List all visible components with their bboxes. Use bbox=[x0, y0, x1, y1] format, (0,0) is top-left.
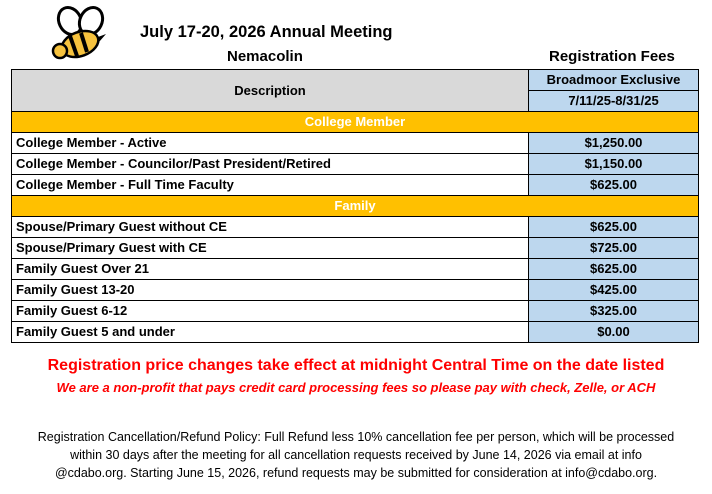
table-row bbox=[12, 154, 699, 175]
refund-policy bbox=[10, 428, 702, 482]
row-price: $0.00 bbox=[529, 322, 699, 343]
row-price: $625.00 bbox=[529, 259, 699, 280]
table-row bbox=[12, 133, 699, 154]
section-title: College Member bbox=[12, 112, 699, 133]
table-row bbox=[12, 175, 699, 196]
row-label: College Member - Full Time Faculty bbox=[12, 175, 529, 196]
section-title: Family bbox=[12, 196, 699, 217]
row-price: $625.00 bbox=[529, 217, 699, 238]
registration-fees-table bbox=[11, 69, 699, 343]
event-title: July 17-20, 2026 Annual Meeting bbox=[140, 23, 393, 41]
row-label: Spouse/Primary Guest with CE bbox=[12, 238, 529, 259]
venue-name: Nemacolin bbox=[227, 48, 303, 65]
row-label: Family Guest 6-12 bbox=[12, 301, 529, 322]
policy-line: Registration Cancellation/Refund Policy: Full Refund less 10% cancellation fee per person, which will be processed bbox=[37, 430, 675, 444]
row-price: $1,250.00 bbox=[529, 133, 699, 154]
row-price: $1,150.00 bbox=[529, 154, 699, 175]
bee-icon bbox=[40, 4, 118, 62]
policy-line: @cdabo.org. Starting June 15, 2026, refund requests may be submitted for consideration at info@cdabo.org. bbox=[54, 466, 658, 480]
table-row bbox=[12, 322, 699, 343]
row-label: Family Guest Over 21 bbox=[12, 259, 529, 280]
row-price: $325.00 bbox=[529, 301, 699, 322]
row-label: College Member - Active bbox=[12, 133, 529, 154]
row-label: College Member - Councilor/Past President/Retired bbox=[12, 154, 529, 175]
row-price: $625.00 bbox=[529, 175, 699, 196]
row-label: Family Guest 13-20 bbox=[12, 280, 529, 301]
row-price: $725.00 bbox=[529, 238, 699, 259]
section-row-college-member bbox=[12, 112, 699, 133]
table-row bbox=[12, 217, 699, 238]
column-dates: 7/11/25-8/31/25 bbox=[529, 91, 699, 112]
table-row bbox=[12, 238, 699, 259]
row-price: $425.00 bbox=[529, 280, 699, 301]
column-header: Broadmoor Exclusive bbox=[529, 70, 699, 91]
description-header: Description bbox=[12, 70, 529, 112]
row-label: Family Guest 5 and under bbox=[12, 322, 529, 343]
price-change-notice: Registration price changes take effect at midnight Central Time on the date listed bbox=[47, 357, 665, 374]
section-row-family bbox=[12, 196, 699, 217]
policy-line: within 30 days after the meeting for all cancellation requests received by June 14, 2026 via email at info bbox=[70, 448, 642, 462]
fees-title: Registration Fees bbox=[549, 48, 675, 65]
table-row bbox=[12, 280, 699, 301]
table-row bbox=[12, 259, 699, 280]
table-row bbox=[12, 301, 699, 322]
non-profit-notice: We are a non-profit that pays credit card processing fees so please pay with check, Zelle, or ACH bbox=[56, 380, 656, 395]
row-label: Spouse/Primary Guest without CE bbox=[12, 217, 529, 238]
